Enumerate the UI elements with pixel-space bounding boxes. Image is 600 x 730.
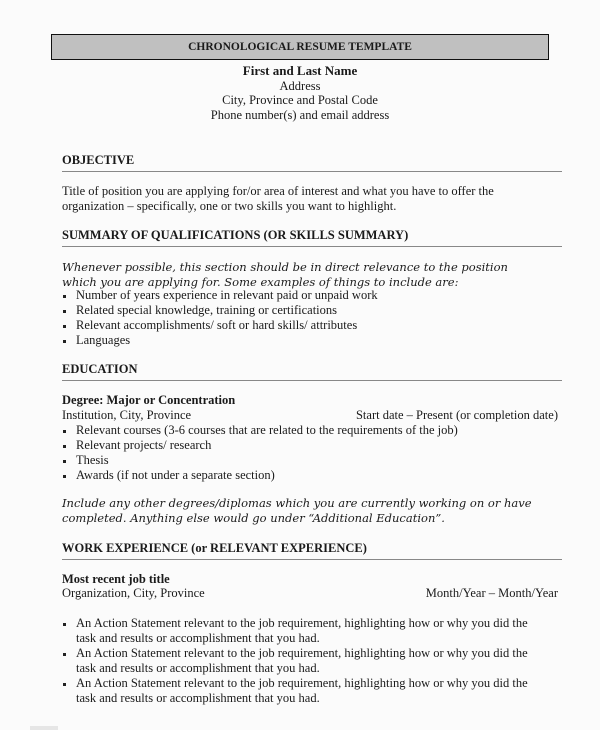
summary-intro: Whenever possible, this section should be in direct relevance to the position which you are applying for. Some examples of things to include are: xyxy=(62,260,508,289)
list-item: Thesis xyxy=(62,453,562,468)
work-heading: WORK EXPERIENCE (or RELEVANT EXPERIENCE) xyxy=(62,541,562,560)
list-item: Awards (if not under a separate section) xyxy=(62,468,562,483)
list-item: Languages xyxy=(62,333,562,348)
education-degree: Degree: Major or Concentration xyxy=(62,393,236,407)
list-item: An Action Statement relevant to the job requirement, highlighting how or why you did the task and results or accomplishment that you had. xyxy=(62,646,542,676)
list-item: An Action Statement relevant to the job requirement, highlighting how or why you did the task and results or accomplishment that you had. xyxy=(62,676,542,706)
contact-phone-email: Phone number(s) and email address xyxy=(210,107,390,122)
summary-heading: SUMMARY OF QUALIFICATIONS (OR SKILLS SUMMARY) xyxy=(62,228,562,247)
list-item: An Action Statement relevant to the job requirement, highlighting how or why you did the task and results or accomplishment that you had. xyxy=(62,616,542,646)
work-organization-row xyxy=(62,586,558,601)
work-dates: Month/Year – Month/Year xyxy=(425,586,558,600)
list-item: Number of years experience in relevant paid or unpaid work xyxy=(62,288,562,303)
contact-name: First and Last Name xyxy=(242,63,358,78)
contact-address: Address xyxy=(279,78,321,93)
page-corner-mark xyxy=(30,726,58,730)
work-job-title: Most recent job title xyxy=(62,572,170,586)
list-item: Relevant accomplishments/ soft or hard skills/ attributes xyxy=(62,318,562,333)
contact-city: City, Province and Postal Code xyxy=(222,93,378,108)
work-organization: Organization, City, Province xyxy=(62,586,205,600)
work-list xyxy=(62,616,542,706)
summary-list xyxy=(62,288,562,348)
contact-block xyxy=(0,64,600,122)
education-institution: Institution, City, Province xyxy=(62,408,192,422)
list-item: Related special knowledge, training or certifications xyxy=(62,303,562,318)
list-item: Relevant projects/ research xyxy=(62,438,562,453)
education-note: Include any other degrees/diplomas which you are currently working on or have completed. Anything else would go under “Additional Education”. xyxy=(62,496,532,525)
education-dates: Start date – Present (or completion date) xyxy=(355,408,558,422)
list-item: Relevant courses (3-6 courses that are related to the requirements of the job) xyxy=(62,423,562,438)
objective-heading: OBJECTIVE xyxy=(62,153,562,172)
document-title: CHRONOLOGICAL RESUME TEMPLATE xyxy=(51,34,549,60)
education-institution-row xyxy=(62,408,558,423)
education-list xyxy=(62,423,562,483)
education-heading: EDUCATION xyxy=(62,362,562,381)
objective-text: Title of position you are applying for/or area of interest and what you have to offer the organization – specifically, one or two skills you want to highlight. xyxy=(62,184,494,213)
